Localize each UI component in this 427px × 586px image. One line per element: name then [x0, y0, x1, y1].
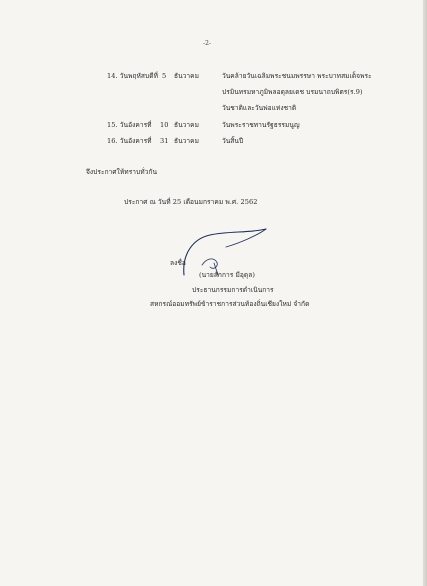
holiday-15-label: 15. วันอังคารที่ — [107, 121, 152, 129]
holiday-14-desc-2: ปรมินทรมหาภูมิพลอดุลยเดช บรมนาถบพิตร(ร.9) — [222, 88, 363, 96]
holiday-14-day: 5 — [162, 72, 167, 80]
holiday-14-desc-1: วันคล้ายวันเฉลิมพระชนมพรรษา พระบาทสมเด็จพระ — [222, 72, 372, 80]
page-number: -2- — [203, 40, 212, 47]
holiday-16-desc-1: วันสิ้นปี — [222, 137, 244, 145]
organization-name: สหกรณ์ออมทรัพย์ข้าราชการส่วนท้องถิ่นเชียงใหม่ จำกัด — [150, 300, 310, 308]
holiday-16-day: 31 — [160, 137, 169, 145]
holiday-15-desc-1: วันพระราชทานรัฐธรรมนูญ — [222, 121, 300, 129]
holiday-14-label: 14. วันพฤหัสบดีที่ — [107, 72, 158, 80]
holiday-14-month: ธันวาคม — [174, 72, 199, 80]
holiday-15-month: ธันวาคม — [174, 121, 199, 129]
holiday-16-month: ธันวาคม — [174, 137, 199, 145]
signer-name: (นายสักการ มีอุดุล) — [199, 271, 255, 279]
page-edge — [423, 0, 427, 586]
holiday-14-desc-3: วันชาติและวันพ่อแห่งชาติ — [222, 104, 297, 112]
closing-notice: จึงประกาศให้ทราบทั่วกัน — [86, 168, 158, 176]
signer-position: ประธานกรรมการดำเนินการ — [192, 286, 274, 294]
announcement-date: ประกาศ ณ วันที่ 25 เดือนมกราคม พ.ศ. 2562 — [124, 198, 258, 206]
holiday-15-day: 10 — [160, 121, 169, 129]
sign-label: ลงชื่อ — [170, 259, 186, 267]
holiday-16-label: 16. วันอังคารที่ — [107, 137, 152, 145]
